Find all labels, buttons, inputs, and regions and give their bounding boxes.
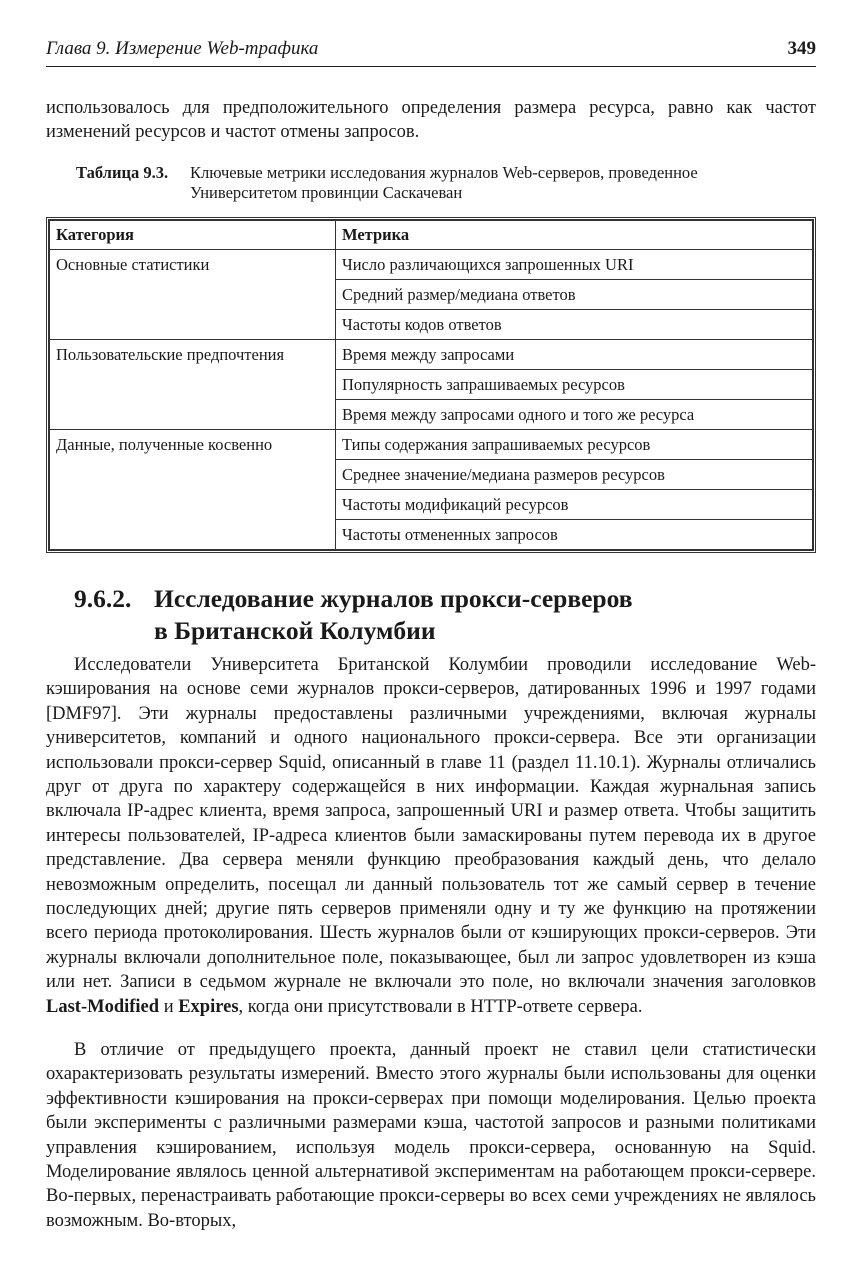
section-title-line2: в Британской Колумбии (154, 616, 436, 645)
section-number: 9.6.2. (74, 584, 132, 613)
chapter-title: Глава 9. Измерение Web-трафика (46, 38, 319, 59)
category-cell: Основные статистики (50, 250, 336, 340)
metric-cell: Время между запросами одного и того же ресурса (336, 400, 813, 430)
metric-cell: Типы содержания запрашиваемых ресурсов (336, 430, 813, 460)
paragraph-tail-text: , когда они присутствовали в HTTP-ответе сервера. (238, 996, 643, 1017)
body-paragraph-2: В отличие от предыдущего проекта, данный проект не ставил цели статистически охарактеризовать результаты измерений. Вместо этого журналы были использованы для оценки эффективности кэширования на прокси-серверах при помощи моделирования. Целью проекта были эксперименты с различными размерами кэша, частотой запросов и разными политиками управления кэшированием, используя модель прокси-сервера, основанную на Squid. Моделирование являлось ценной альтернативой экспериментам на работающем прокси-сервере. Во-первых, перенастраивать работающие прокси-серверы во всех семи учреждениях не являлось возможным. Во-вторых, (46, 1040, 816, 1231)
metric-cell: Частоты отмененных запросов (336, 520, 813, 550)
header-term-last-modified: Last-Modified (46, 996, 160, 1017)
metric-cell: Популярность запрашиваемых ресурсов (336, 370, 813, 400)
table-caption-text: Ключевые метрики исследования журналов Web-серверов, проведенное Университетом провинции Саскачеван (190, 163, 698, 202)
category-cell: Пользовательские предпочтения (50, 340, 336, 430)
paragraph-text: Исследователи Университета Британской Колумбии проводили исследование Web-кэширования на основе семи журналов прокси-серверов, датированных 1996 и 1997 годами [DMF97]. Эти журналы предоставлены различными учреждениями, включая журналы университетов, компаний и одного национального прокси-сервера. Все эти организации использовали прокси-сервер Squid, описанный в главе 11 (раздел 11.10.1). Журналы отличались друг от друга по характеру содержащейся в них информации. Каждая журнальная запись включала IP-адрес клиента, время запроса, запрошенный URI и размер ответа. Чтобы защитить интересы пользователей, IP-адреса клиентов были замаскированы путем перевода их в другое представление. Два сервера меняли функцию преобразования каждый день, что делало невозможным определить, посещал ли данный пользователь тот же самый сервер в течение последующих дней; другие пять серверов применяли одну и ту же функцию на протяжении всего периода протоколирования. Шесть журналов были от кэширующих прокси-серверов. Эти журналы включали дополнительное поле, показывающее, был ли запрос удовлетворен из кэша или нет. Записи в седьмом журнале не включали это поле, но включали значения заголовков (46, 655, 816, 993)
table-row (50, 340, 813, 370)
table-header-row (50, 221, 813, 250)
header-metric: Метрика (336, 221, 813, 250)
table-row (50, 250, 813, 280)
metric-cell: Средний размер/медиана ответов (336, 280, 813, 310)
metric-cell: Время между запросами (336, 340, 813, 370)
metric-cell: Число различающихся запрошенных URI (336, 250, 813, 280)
header-category: Категория (50, 221, 336, 250)
body-paragraph-1 (46, 653, 816, 1019)
metric-cell: Частоты модификаций ресурсов (336, 490, 813, 520)
intro-paragraph: использовалось для предположительного определения размера ресурса, равно как частот изменений ресурсов и частот отмены запросов. (46, 98, 816, 142)
page-number: 349 (787, 38, 816, 59)
running-header (46, 38, 816, 67)
conjunction-text: и (159, 996, 179, 1017)
metric-cell: Частоты кодов ответов (336, 310, 813, 340)
metrics-table (46, 217, 816, 553)
section-title-line1: Исследование журналов прокси-серверов (154, 584, 633, 613)
metric-cell: Среднее значение/медиана размеров ресурсов (336, 460, 813, 490)
category-cell: Данные, полученные косвенно (50, 430, 336, 550)
table-row (50, 430, 813, 460)
header-term-expires: Expires (178, 996, 239, 1017)
table-caption-label: Таблица 9.3. (76, 163, 169, 182)
